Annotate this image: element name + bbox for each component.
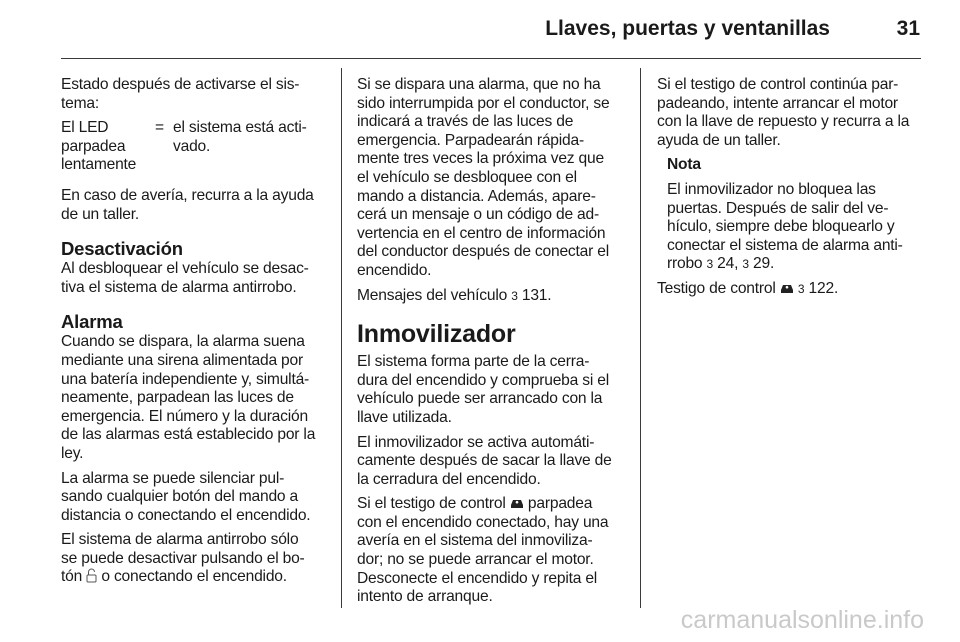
note-title: Nota (667, 156, 701, 174)
alarm-indication-paragraph: Si se dispara una alarma, que no ha sido interrumpida por el conductor, se indicará a través de las luces de emergencia. Parpadearán rápida- mente tres veces la próxima vez que el vehículo se desbloquee con el mando a distancia. Además, apare- cerá un mensaje o un código de ad- vertencia en el centro de información del conductor después de conectar el encendido. (357, 76, 610, 279)
note-text: El inmovilizador no bloquea las puertas. Después de salir del ve- hículo, siempre debe bloquearlo y conectar el sistema de alarma anti- rrobo 3 24, 3 29. (667, 180, 903, 273)
column-divider-1 (341, 68, 342, 608)
car-key-warning-icon (780, 282, 794, 294)
immobilizer-heading: Inmovilizador (357, 320, 516, 349)
arrow-reference-icon: 3 (511, 288, 518, 303)
deactivation-paragraph: Al desbloquear el vehículo se desac- tiva el sistema de alarma antirrobo. (61, 260, 309, 296)
alarm-paragraph-3: El sistema de alarma antirrobo sólo se puede desactivar pulsando el bo- tón o conectando el encendido. (61, 531, 305, 586)
column-divider-2 (640, 68, 641, 608)
fault-paragraph: En caso de avería, recurra a la ayuda de un taller. (61, 186, 314, 223)
immobilizer-paragraph-1: El sistema forma parte de la cerra- dura del encendido y comprueba si el vehículo puede ser arrancado con la llave utilizada. (357, 353, 609, 426)
car-key-warning-icon (510, 497, 524, 509)
column-1 (61, 76, 329, 593)
status-intro: Estado después de activarse el sis- tema: (61, 76, 300, 112)
spare-key-paragraph: Si el testigo de control continúa par- padeando, intente arrancar el motor con la llave de repuesto y recurra a la ayuda de un taller. (657, 76, 910, 149)
unlock-button-icon (86, 568, 97, 583)
alarm-heading: Alarma (61, 311, 123, 333)
column-2 (357, 76, 625, 613)
deactivation-heading: Desactivación (61, 238, 183, 260)
note-box (657, 156, 925, 274)
page-number: 31 (896, 17, 920, 40)
watermark: carmanualsonline.info (680, 606, 924, 634)
immobilizer-paragraph-3: Si el testigo de control parpadea con el encendido conectado, hay una avería en el sistema del inmoviliza- dor; no se puede arrancar el motor. Desconecte el encendido y repita el intento de arranque. (357, 495, 609, 606)
arrow-reference-icon: 3 (742, 257, 749, 272)
alarm-paragraph-1: Cuando se dispara, la alarma suena mediante una sirena alimentada por una batería independiente y, simultá- neamente, parpadean las luces de emergencia. El número y la duración de las alarmas está establecido por la ley. (61, 333, 316, 462)
column-3 (657, 76, 925, 305)
def-term: El LED parpadea lentamente (61, 119, 137, 174)
led-definition (61, 119, 329, 175)
page-header-title: Llaves, puertas y ventanillas (545, 17, 830, 40)
def-equals: = (155, 119, 164, 137)
immobilizer-paragraph-2: El inmovilizador se activa automáti- camente después de sacar la llave de la cerradura del encendido. (357, 433, 612, 488)
arrow-reference-icon: 3 (797, 281, 805, 296)
alarm-paragraph-2: La alarma se puede silenciar pul- sando cualquier botón del mando a distancia o conectando el encendido. (61, 469, 311, 524)
arrow-reference-icon: 3 (706, 257, 714, 272)
control-light-ref: Testigo de control 3 122. (657, 279, 839, 297)
header-divider (61, 58, 921, 59)
def-description: el sistema está acti- vado. (173, 119, 307, 155)
vehicle-messages-ref: Mensajes del vehículo 3 131. (357, 286, 552, 304)
